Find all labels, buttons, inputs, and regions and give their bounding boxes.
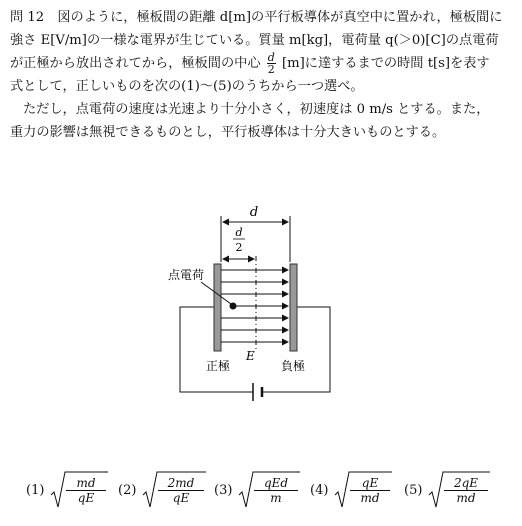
half-d-denominator: 2 (267, 63, 275, 76)
label-half-d-num: d (235, 226, 243, 239)
question-line-2: 強さ E[V/m]の一様な電界が生じている。質量 m[kg]，電荷量 q(＞0)[C]の点電荷 (10, 33, 499, 48)
label-d: d (249, 205, 259, 220)
question-line-4: 式として，正しいものを次の(1)～(5)のうちから一つ選べ。 (10, 79, 364, 94)
answer-number: (4) (310, 483, 329, 498)
distance-d-dimension (221, 216, 290, 262)
label-positive-electrode: 正極 (206, 359, 231, 373)
half-d-numerator: d (267, 51, 275, 64)
denominator: qE (172, 491, 190, 505)
denominator: qE (77, 491, 95, 505)
label-negative-electrode: 負極 (281, 359, 306, 373)
answer-number: (2) (118, 483, 137, 498)
numerator: md (66, 476, 106, 491)
question-line-3-start: が正極から放出されてから，極板間の中心 (10, 56, 261, 71)
answer-number: (3) (214, 483, 233, 498)
question-line-6: 重力の影響は無視できるものとし，平行板導体は十分大きいものとする。 (10, 125, 446, 140)
question-line-1: 問 12 図のように，極板間の距離 d[m]の平行板導体が真空中に置かれ，極板間に (10, 10, 503, 25)
positive-plate (214, 264, 221, 351)
label-half-d-den: 2 (235, 241, 243, 254)
denominator: md (456, 491, 476, 505)
label-point-charge: 点電荷 (168, 268, 205, 282)
label-field-E: E (246, 349, 255, 363)
numerator: qEd (254, 476, 298, 491)
answer-options (26, 470, 506, 514)
battery-icon (253, 383, 262, 401)
denominator: md (360, 491, 380, 505)
numerator: qE (350, 476, 390, 491)
question-line-3-end: [m]に達するまでの時間 t[s]を表す (282, 56, 490, 71)
numerator: 2qE (444, 476, 488, 491)
circuit-wire (180, 307, 330, 392)
numerator: 2md (158, 476, 204, 491)
question-line-5: ただし，点電荷の速度は光速より十分小さく，初速度は 0 m/s とする。また， (23, 102, 490, 117)
answer-number: (5) (404, 483, 423, 498)
answer-number: (1) (26, 483, 45, 498)
denominator: m (270, 491, 282, 505)
negative-plate (290, 264, 297, 351)
